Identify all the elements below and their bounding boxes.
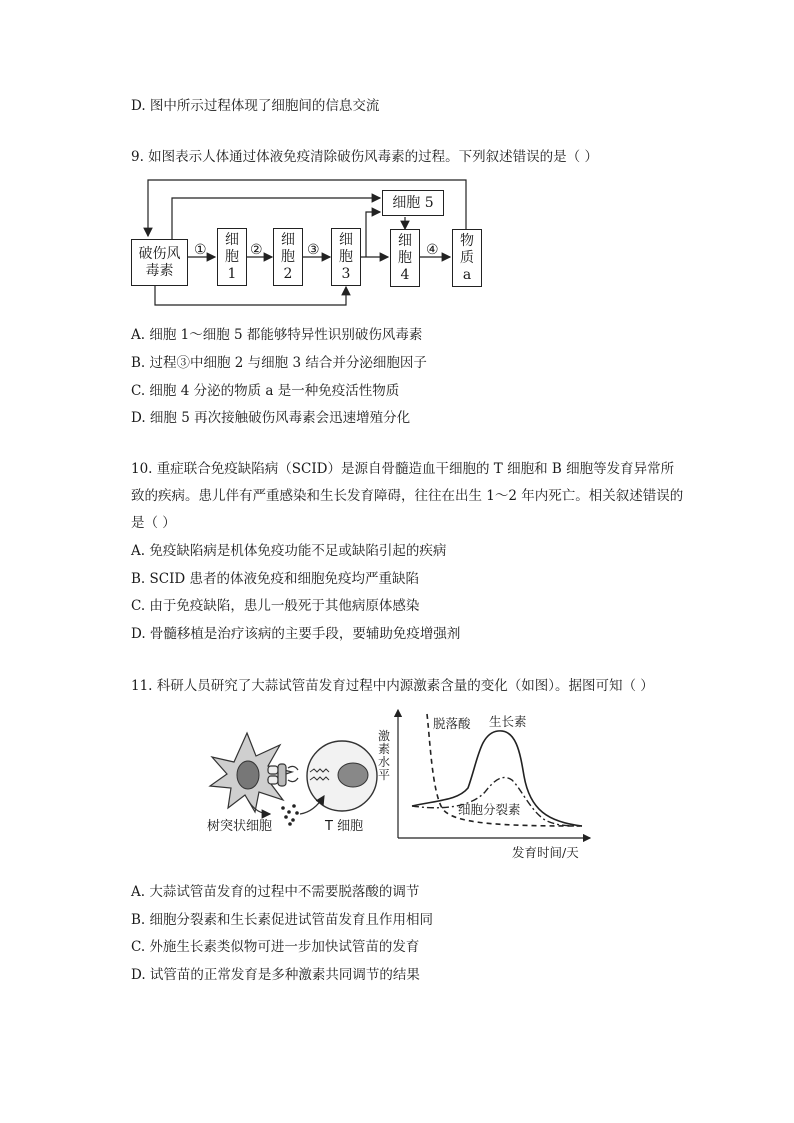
- cell3-ch1: 细: [339, 231, 353, 248]
- y-axis-label: 激素水平: [378, 729, 391, 782]
- q9-stem: 9. 如图表示人体通过体液免疫清除破伤风毒素的过程。下列叙述错误的是（ ）: [131, 149, 598, 165]
- q10-stem-line1: 10. 重症联合免疫缺陷病（SCID）是源自骨髓造血干细胞的 T 细胞和 B 细胞等发育异常所: [131, 461, 675, 477]
- toxin-line2: 毒素: [145, 262, 174, 279]
- t-cell-label: T 细胞: [325, 819, 364, 834]
- q10-stem-line2: 致的疾病。患儿伴有严重感染和生长发育障碍，往往在出生 1～2 年内死亡。相关叙述错误的: [131, 488, 684, 504]
- cell2-ch2: 胞: [281, 248, 295, 265]
- cell4-ch3: 4: [400, 266, 410, 283]
- cell4-ch2: 胞: [398, 249, 412, 266]
- cell2-ch1: 细: [281, 231, 295, 248]
- cell2-ch3: 2: [283, 265, 293, 282]
- q9-option-d: D. 细胞 5 再次接触破伤风毒素会迅速增殖分化: [131, 410, 411, 426]
- series-label-auxin: 生长素: [489, 714, 527, 729]
- cell5-label: 细胞 5: [392, 195, 434, 211]
- cell4-ch1: 细: [398, 232, 412, 249]
- substance-ch1: 物: [460, 232, 474, 249]
- x-axis-label: 发育时间/天: [512, 845, 579, 860]
- cell1-ch2: 胞: [225, 248, 239, 265]
- step2-label: ②: [250, 242, 263, 258]
- q10-option-b: B. SCID 患者的体液免疫和细胞免疫均严重缺陷: [131, 571, 420, 587]
- q10-option-c: C. 由于免疫缺陷，患儿一般死于其他病原体感染: [131, 598, 420, 614]
- toxin-line1: 破伤风: [138, 245, 181, 262]
- cell1-ch1: 细: [225, 231, 239, 248]
- q10-option-d: D. 骨髓移植是治疗该病的主要手段，要辅助免疫增强剂: [131, 626, 461, 642]
- q11-stem: 11. 科研人员研究了大蒜试管苗发育过程中内源激素含量的变化（如图）。据图可知（ ）: [131, 678, 654, 694]
- q8-option-d: D. 图中所示过程体现了细胞间的信息交流: [131, 98, 380, 114]
- q9-option-c: C. 细胞 4 分泌的物质 a 是一种免疫活性物质: [131, 383, 400, 399]
- series-label-abscisic-acid: 脱落酸: [433, 716, 471, 731]
- q10-option-a: A. 免疫缺陷病是机体免疫功能不足或缺陷引起的疾病: [131, 543, 447, 559]
- q11-option-b: B. 细胞分裂素和生长素促进试管苗发育且作用相同: [131, 912, 434, 928]
- cell1-ch3: 1: [227, 265, 237, 282]
- q11-option-c: C. 外施生长素类似物可进一步加快试管苗的发育: [131, 939, 420, 955]
- q9-option-a: A. 细胞 1～细胞 5 都能够特异性识别破伤风毒素: [131, 327, 423, 343]
- q11-option-a: A. 大蒜试管苗发育的过程中不需要脱落酸的调节: [131, 884, 420, 900]
- q10-stem-line3: 是（ ）: [131, 515, 176, 531]
- cell3-ch2: 胞: [339, 248, 353, 265]
- step3-label: ③: [307, 242, 320, 258]
- q9-option-b: B. 过程③中细胞 2 与细胞 3 结合并分泌细胞因子: [131, 355, 427, 371]
- q11-option-d: D. 试管苗的正常发育是多种激素共同调节的结果: [131, 967, 420, 983]
- step4-label: ④: [426, 242, 439, 258]
- step1-label: ①: [194, 242, 207, 258]
- cell3-ch3: 3: [341, 265, 351, 282]
- substance-ch2: 质: [460, 249, 474, 266]
- substance-ch3: a: [462, 266, 472, 283]
- series-label-cytokinin: 细胞分裂素: [458, 802, 521, 817]
- dendritic-cell-label: 树突状细胞: [207, 819, 273, 834]
